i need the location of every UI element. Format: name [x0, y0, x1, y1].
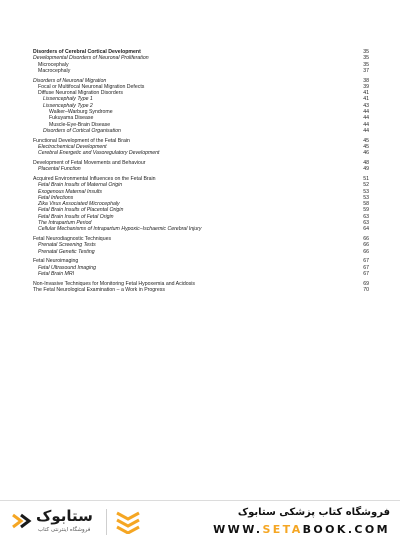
toc-entry-page: 66	[363, 235, 369, 242]
toc-entry-page: 45	[363, 137, 369, 144]
toc-entry-page: 67	[363, 264, 369, 271]
toc-entry-page: 38	[363, 77, 369, 84]
logo-icon	[10, 509, 34, 533]
toc-entry-page: 67	[363, 270, 369, 277]
toc-entry-page: 63	[363, 219, 369, 226]
toc-entry-title: Fetal Infections	[38, 194, 74, 201]
toc-entry-title: Lissencephaly Type 1	[43, 96, 93, 103]
toc-entry-title: Disorders of Cerebral Cortical Development	[33, 49, 141, 55]
toc-entry-title: Muscle-Eye-Brain Disease	[49, 121, 111, 128]
logo-text: ستابوک	[36, 507, 93, 525]
url-highlight: SETA	[262, 523, 303, 536]
toc-entry-title: Cerebral Energetic and Vasoregulatory Development	[38, 150, 160, 157]
toc-entry-title: Electrochemical Development	[38, 143, 107, 150]
toc-entry-title: Development of Fetal Movements and Behaviour	[33, 159, 146, 166]
toc-entry-title: Macrocephaly	[38, 67, 71, 74]
toc-entry-page: 52	[363, 182, 369, 189]
url-prefix: WWW.	[213, 523, 263, 536]
chevron-stack-icon	[114, 510, 142, 534]
toc-entry-page: 66	[363, 248, 369, 255]
toc-entry-page: 63	[363, 213, 369, 220]
toc-entry-page: 64	[363, 226, 369, 233]
toc-entry-page: 53	[363, 188, 369, 195]
toc-entry-page: 39	[363, 83, 369, 90]
toc-entry-page: 41	[363, 90, 369, 97]
toc-entry-title: Fetal Neurodiagnostic Techniques	[33, 235, 112, 242]
toc-entry-title: Walker–Warburg Syndrome	[49, 109, 113, 116]
toc-entry-page: 49	[363, 166, 369, 173]
toc-entry-page: 43	[363, 102, 369, 109]
toc-entry-title: Fetal Brain MRI	[38, 270, 75, 277]
toc-entry-title: Lissencephaly Type 2	[43, 102, 93, 109]
toc-entry-page: 66	[363, 242, 369, 249]
toc-entry-title: Prenatal Screening Tests	[38, 242, 96, 249]
toc-entry-title: Cellular Mechanisms of Intrapartum Hypoxic–Ischaemic Cerebral Injury	[38, 226, 202, 233]
toc-entry-title: Zika Virus Associated Microcephaly	[38, 201, 120, 208]
shop-name: فروشگاه کتاب پزشکی ستابوک	[237, 507, 390, 518]
toc-entry-title: Fetal Brain Insults of Placental Origin	[38, 207, 124, 214]
toc-entry-page: 70	[363, 286, 369, 293]
toc-entry-page: 35	[363, 49, 369, 55]
toc-entry-page: 35	[363, 61, 369, 68]
toc-entry-page: 45	[363, 143, 369, 150]
toc-entry-title: Disorders of Cortical Organisation	[43, 127, 121, 134]
toc-entry-page: 58	[363, 201, 369, 208]
toc-entry-page: 67	[363, 258, 369, 265]
toc-entry-title: Fetal Brain Insults of Maternal Origin	[38, 182, 123, 189]
toc-entry-title: Fukuyama Disease	[49, 115, 94, 122]
toc-entry-title: Exogenous Maternal Insults	[38, 188, 103, 195]
toc-entry-title: The Fetal Neurological Examination – a Work in Progress	[33, 286, 165, 293]
toc-entry-page: 41	[363, 96, 369, 103]
url-suffix: BOOK.COM	[302, 523, 390, 536]
toc-entry-title: Placental Function	[38, 166, 81, 173]
toc-entry-title: Fetal Ultrasound Imaging	[38, 264, 96, 271]
toc-entry-title: Fetal Brain Insults of Fetal Origin	[38, 213, 114, 220]
toc-entry-page: 51	[363, 175, 369, 182]
toc-entry-title: The Intrapartum Period	[38, 219, 92, 226]
divider	[106, 509, 107, 535]
toc-entry-page: 44	[363, 109, 369, 116]
toc-entry-title: Focal or Multifocal Neuronal Migration Defects	[38, 83, 145, 90]
toc-entry-title: Developmental Disorders of Neuronal Proliferation	[33, 55, 149, 62]
toc-entry-title: Microcephaly	[38, 61, 69, 68]
toc-entry-page: 46	[363, 150, 369, 157]
toc-entry-page: 44	[363, 115, 369, 122]
toc-entry-title: Fetal Neuroimaging	[33, 258, 79, 265]
shop-url	[213, 523, 390, 536]
toc-entry-page: 59	[363, 207, 369, 214]
table-of-contents	[33, 49, 369, 293]
toc-entry-page: 53	[363, 194, 369, 201]
toc-entry-title: Diffuse Neuronal Migration Disorders	[38, 90, 123, 97]
logo-subtitle: فروشگاه اینترنتی کتاب	[38, 527, 91, 533]
toc-entry-page: 37	[363, 67, 369, 74]
toc-entry-title: Functional Development of the Fetal Brain	[33, 137, 130, 144]
toc-entry-page: 44	[363, 121, 369, 128]
toc-entry-page: 44	[363, 127, 369, 134]
toc-entry-title: Acquired Environmental Influences on the Fetal Brain	[33, 175, 156, 182]
toc-entry-title: Non-Invasive Techniques for Monitoring Fetal Hypoxemia and Acidosis	[33, 280, 195, 287]
toc-entry-title: Prenatal Genetic Testing	[38, 248, 95, 255]
toc-entry-page: 69	[363, 280, 369, 287]
toc-entry	[33, 287, 369, 293]
toc-entry-title: Disorders of Neuronal Migration	[33, 77, 107, 84]
toc-entry-page: 35	[363, 55, 369, 62]
toc-entry-page: 48	[363, 159, 369, 166]
watermark-footer	[0, 500, 400, 543]
